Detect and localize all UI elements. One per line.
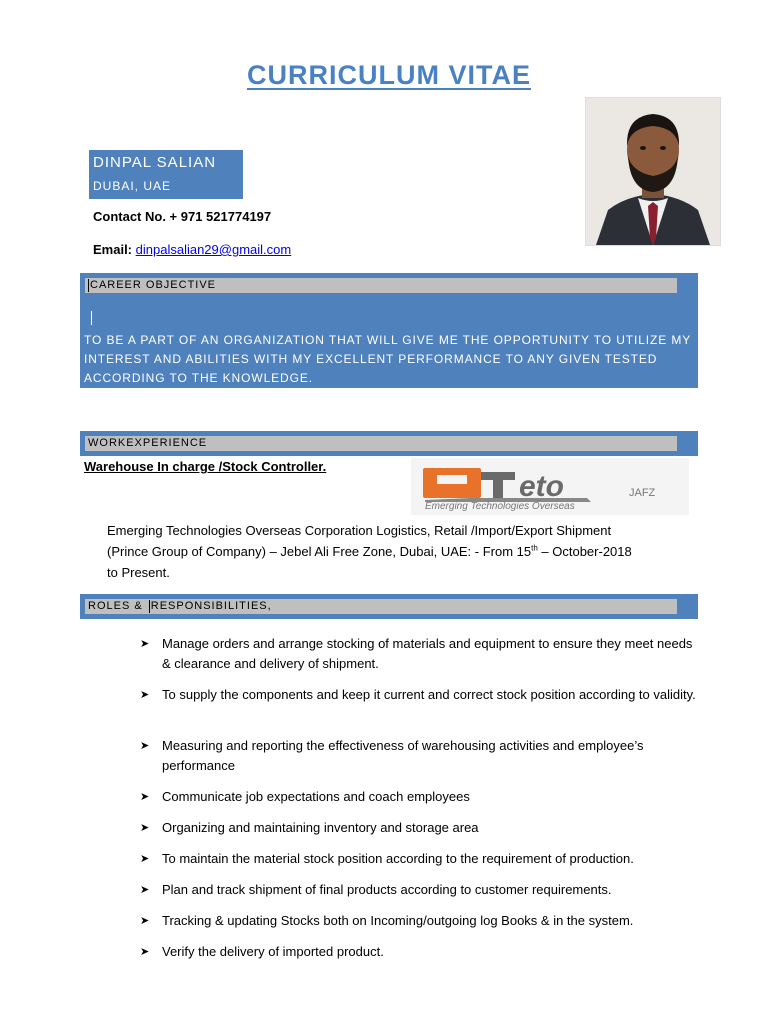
roles-heading-b: RESPONSIBILITIES, [150, 600, 272, 612]
company-details [107, 520, 707, 583]
career-objective-text: TO BE A PART OF AN ORGANIZATION THAT WILL GIVE ME THE OPPORTUNITY TO UTILIZE MY INTEREST AND ABILITIES WITH MY EXCELLENT PERFORMANCE TO ANY GIVEN TESTED ACCORDING TO THE KNOWLEDGE. [84, 333, 691, 385]
company-line-2-b: – October-2018 [537, 544, 632, 559]
profile-photo [585, 97, 721, 246]
list-item-text: Verify the delivery of imported product. [162, 944, 384, 959]
arrow-bullet-icon: ➤ [140, 853, 150, 865]
list-item-text: Manage orders and arrange stocking of materials and equipment to ensure they meet needs & clearance and delivery of shipment. [162, 636, 693, 671]
eto-logo-icon [411, 458, 689, 515]
email-link[interactable]: dinpalsalian29@gmail.com [135, 242, 292, 257]
list-item-text: Communicate job expectations and coach employees [162, 789, 470, 804]
career-objective-heading [85, 278, 677, 293]
arrow-bullet-icon: ➤ [140, 915, 150, 927]
company-line-2-a: (Prince Group of Company) – Jebel Ali Free Zone, Dubai, UAE: - From 15 [107, 544, 532, 559]
job-title: Warehouse In charge /Stock Controller. [84, 459, 327, 474]
arrow-bullet-icon: ➤ [140, 822, 150, 834]
text-cursor-icon [88, 279, 89, 292]
person-photo-icon [586, 98, 720, 245]
arrow-bullet-icon: ➤ [140, 791, 150, 803]
company-line-2-sup: th [531, 543, 538, 553]
email-line [93, 242, 291, 257]
email-label: Email: [93, 242, 133, 257]
list-item-text: Tracking & updating Stocks both on Incoming/outgoing log Books & in the system. [162, 913, 634, 928]
company-logo [411, 458, 689, 515]
work-experience-section [80, 431, 698, 456]
roles-section [80, 594, 698, 619]
list-item-text: To maintain the material stock position according to the requirement of production. [162, 851, 634, 866]
text-cursor-icon [91, 311, 92, 325]
name-header-box [89, 150, 243, 199]
logo-text: eto [519, 470, 564, 503]
contact-number: Contact No. + 971 521774197 [93, 209, 272, 224]
company-line-3: to Present. [107, 565, 170, 580]
arrow-bullet-icon: ➤ [140, 740, 150, 752]
logo-jafz: JAFZ [629, 487, 656, 499]
career-objective-heading-text: CAREER OBJECTIVE [90, 279, 217, 291]
work-experience-heading: WORKEXPERIENCE [85, 436, 677, 451]
arrow-bullet-icon: ➤ [140, 689, 150, 701]
text-cursor-icon [149, 600, 150, 613]
document-title: CURRICULUM VITAE [247, 60, 531, 90]
arrow-bullet-icon: ➤ [140, 946, 150, 958]
company-line-1: Emerging Technologies Overseas Corporation Logistics, Retail /Import/Export Shipment [107, 523, 612, 538]
arrow-bullet-icon: ➤ [140, 884, 150, 896]
company-line-2 [107, 541, 707, 562]
roles-heading [85, 599, 677, 614]
candidate-location: DUBAI, UAE [93, 179, 172, 193]
list-item-text: To supply the components and keep it current and correct stock position according to validity. [162, 687, 696, 702]
arrow-bullet-icon: ➤ [140, 638, 150, 650]
list-item-text: Measuring and reporting the effectiveness of warehousing activities and employee’s performance [162, 738, 644, 773]
logo-subtitle: Emerging Technologies Overseas [425, 501, 575, 512]
list-item-text: Organizing and maintaining inventory and storage area [162, 820, 479, 835]
career-objective-section [80, 273, 698, 388]
candidate-name: DINPAL SALIAN [93, 154, 217, 171]
list-item-text: Plan and track shipment of final products according to customer requirements. [162, 882, 612, 897]
roles-heading-a: ROLES & [88, 600, 143, 612]
